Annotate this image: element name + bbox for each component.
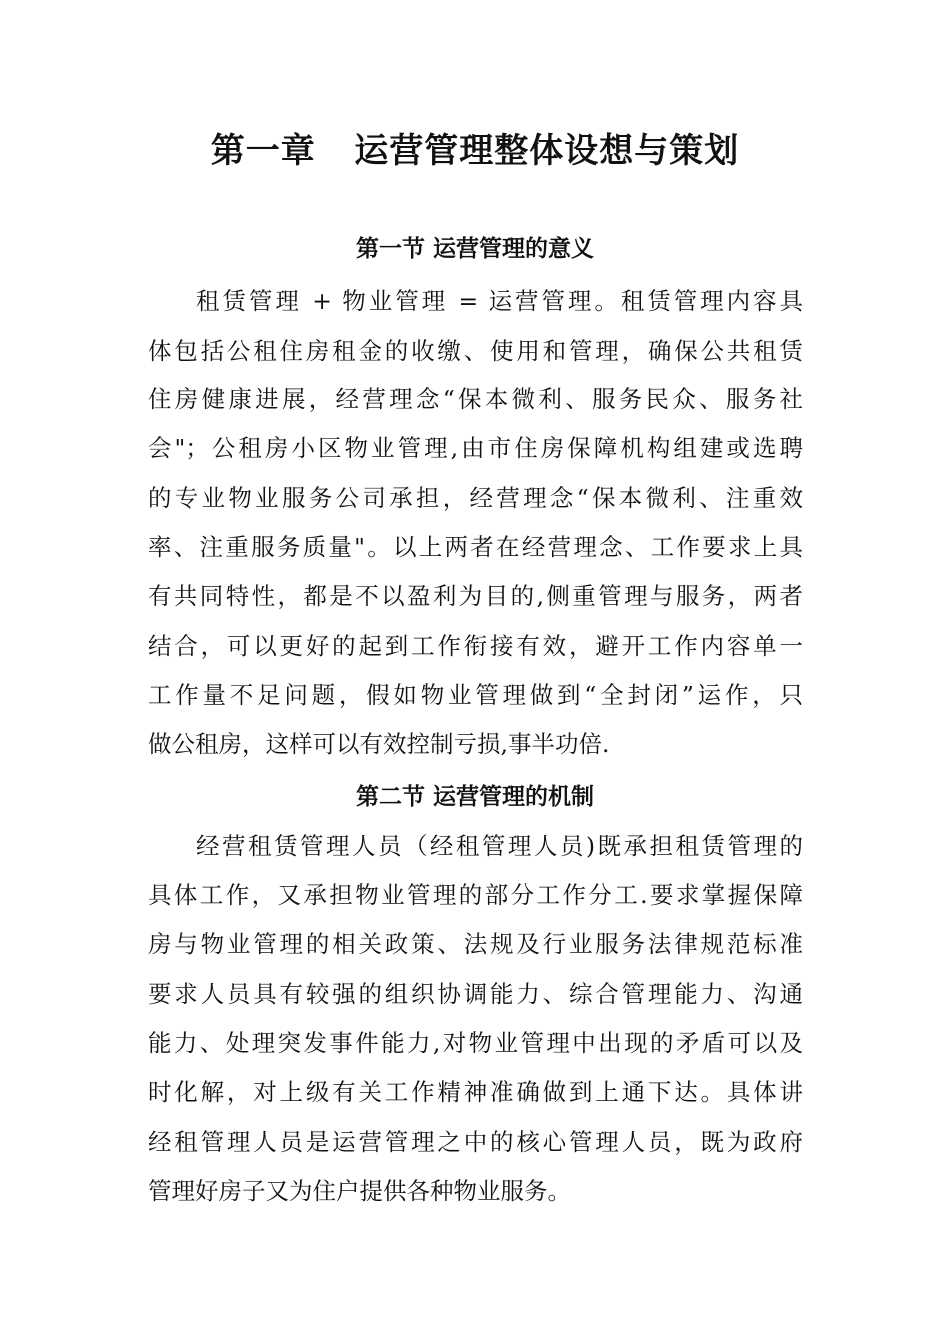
section-title: 第一节 运营管理的意义 [355,235,594,262]
paragraph-line: 房与物业管理的相关政策、法规及行业服务法律规范标准 [148,930,803,958]
paragraph-line: 经营租赁管理人员（经租管理人员)既承担租赁管理的 [196,832,803,860]
paragraph-line: 经租管理人员是运营管理之中的核心管理人员，既为政府 [148,1128,803,1156]
paragraph-line: 具体工作，又承担物业管理的部分工作分工.要求掌握保障 [148,881,803,909]
section-title: 第二节 运营管理的机制 [355,783,594,810]
paragraph-line: 会"；公租房小区物业管理,由市住房保障机构组建或选聘 [148,434,803,462]
paragraph-line: 做公租房，这样可以有效控制亏损,事半功倍. [148,730,610,758]
paragraph-line: 时化解，对上级有关工作精神准确做到上通下达。具体讲 [148,1078,803,1106]
paragraph-line: 的专业物业服务公司承担，经营理念“保本微利、注重效 [148,484,803,512]
paragraph-line: 租赁管理 + 物业管理 = 运营管理。租赁管理内容具 [196,287,803,315]
paragraph-line: 要求人员具有较强的组织协调能力、综合管理能力、沟通 [148,980,803,1008]
paragraph-line: 结合，可以更好的起到工作衔接有效，避开工作内容单一 [148,632,803,660]
paragraph-line: 能力、处理突发事件能力,对物业管理中出现的矛盾可以及 [148,1029,803,1057]
paragraph-line: 有共同特性，都是不以盈利为目的,侧重管理与服务，两者 [148,582,803,610]
paragraph-line: 管理好房子又为住户提供各种物业服务。 [148,1177,571,1205]
paragraph-line: 率、注重服务质量"。以上两者在经营理念、工作要求上具 [148,533,803,561]
paragraph-line: 住房健康进展，经营理念“保本微利、服务民众、服务社 [148,385,803,413]
paragraph-line: 工作量不足问题，假如物业管理做到“全封闭”运作，只 [148,681,803,709]
chapter-title: 第一章 运营管理整体设想与策划 [210,131,740,171]
paragraph-line: 体包括公租住房租金的收缴、使用和管理，确保公共租赁 [148,337,803,365]
